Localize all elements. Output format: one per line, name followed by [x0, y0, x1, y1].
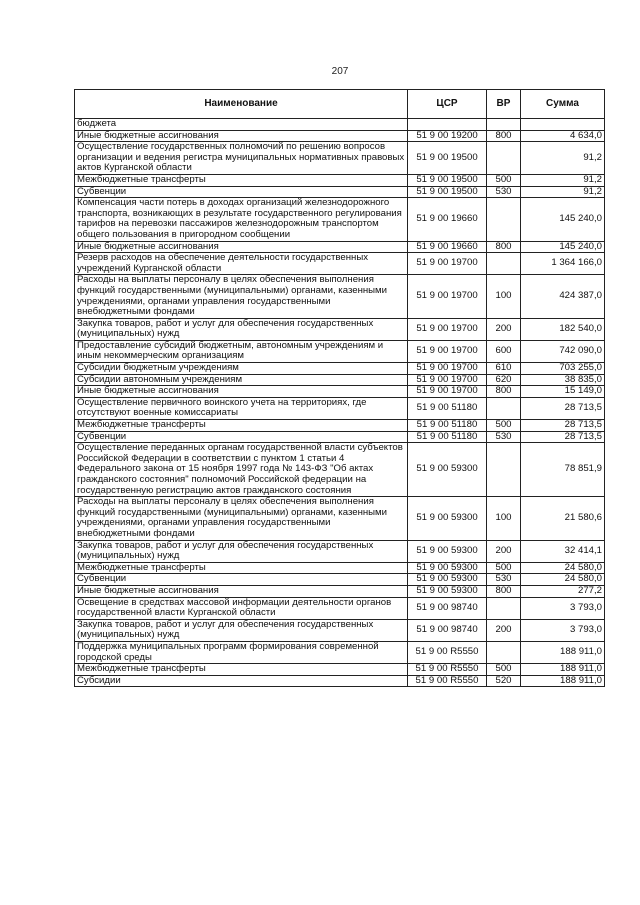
cell-vr — [487, 641, 521, 663]
cell-name: Компенсация части потерь в доходах организаций железнодорожного транспорта, возникающих в результате государственного регулирования тарифов на перевозки пассажиров железнодорожным транспортом общего пользования в пригородном сообщении — [75, 198, 408, 241]
cell-vr: 530 — [487, 431, 521, 443]
header-sum: Сумма — [521, 90, 605, 119]
cell-csr: 51 9 00 59300 — [408, 574, 487, 586]
cell-name: Межбюджетные трансферты — [75, 420, 408, 432]
table-row — [75, 340, 605, 362]
table-row — [75, 174, 605, 186]
cell-sum: 15 149,0 — [521, 386, 605, 398]
cell-sum: 1 364 166,0 — [521, 253, 605, 275]
cell-sum: 28 713,5 — [521, 397, 605, 419]
cell-csr: 51 9 00 59300 — [408, 497, 487, 540]
cell-vr: 800 — [487, 130, 521, 142]
cell-vr: 500 — [487, 174, 521, 186]
cell-vr: 500 — [487, 664, 521, 676]
table-row — [75, 619, 605, 641]
cell-sum: 4 634,0 — [521, 130, 605, 142]
cell-csr: 51 9 00 19700 — [408, 386, 487, 398]
table-row — [75, 574, 605, 586]
table-row — [75, 562, 605, 574]
cell-sum: 188 911,0 — [521, 664, 605, 676]
cell-csr: 51 9 00 19700 — [408, 374, 487, 386]
table-row — [75, 675, 605, 687]
table-row — [75, 386, 605, 398]
cell-csr: 51 9 00 R5550 — [408, 641, 487, 663]
table-row — [75, 540, 605, 562]
cell-csr: 51 9 00 19660 — [408, 198, 487, 241]
cell-vr — [487, 397, 521, 419]
table-row — [75, 443, 605, 497]
cell-name: Осуществление переданных органам государственной власти субъектов Российской Федерации в соответствии с пунктом 1 статьи 4 Федерального закона от 15 ноября 1997 года № 143-ФЗ "Об актах гражданского состояния" полномочий Российской федерации на государственную регистрацию актов гражданского состояния — [75, 443, 408, 497]
cell-vr — [487, 198, 521, 241]
table-row — [75, 664, 605, 676]
cell-name: Освещение в средствах массовой информации деятельности органов государственной власти Курганской области — [75, 597, 408, 619]
cell-sum: 32 414,1 — [521, 540, 605, 562]
table-header-row — [75, 90, 605, 119]
cell-name: Межбюджетные трансферты — [75, 174, 408, 186]
cell-sum: 145 240,0 — [521, 241, 605, 253]
cell-name: Иные бюджетные ассигнования — [75, 386, 408, 398]
cell-vr: 600 — [487, 340, 521, 362]
cell-name: Расходы на выплаты персоналу в целях обеспечения выполнения функций государственными (муниципальными) органами, казенными учреждениями, органами управления государственными внебюджетными фондами — [75, 275, 408, 318]
cell-name: Закупка товаров, работ и услуг для обеспечения государственных (муниципальных) нужд — [75, 619, 408, 641]
cell-name: Осуществление первичного воинского учета на территориях, где отсутствуют военные комиссариаты — [75, 397, 408, 419]
table-row — [75, 253, 605, 275]
header-vr: ВР — [487, 90, 521, 119]
table-row — [75, 198, 605, 241]
cell-csr: 51 9 00 51180 — [408, 420, 487, 432]
budget-table — [74, 89, 605, 687]
cell-name: Субвенции — [75, 186, 408, 198]
cell-vr: 200 — [487, 540, 521, 562]
cell-sum: 277,2 — [521, 585, 605, 597]
cell-sum: 703 255,0 — [521, 363, 605, 375]
cell-name: Субсидии — [75, 675, 408, 687]
cell-vr: 500 — [487, 562, 521, 574]
cell-name: Иные бюджетные ассигнования — [75, 130, 408, 142]
cell-name: Поддержка муниципальных программ формирования современной городской среды — [75, 641, 408, 663]
cell-vr: 100 — [487, 275, 521, 318]
cell-csr: 51 9 00 19500 — [408, 142, 487, 175]
cell-sum: 188 911,0 — [521, 675, 605, 687]
table-row — [75, 275, 605, 318]
cell-sum: 91,2 — [521, 174, 605, 186]
table-row — [75, 397, 605, 419]
cell-csr: 51 9 00 19500 — [408, 186, 487, 198]
header-name: Наименование — [75, 90, 408, 119]
cell-csr: 51 9 00 19700 — [408, 363, 487, 375]
cell-name: Резерв расходов на обеспечение деятельности государственных учреждений Курганской области — [75, 253, 408, 275]
cell-sum: 21 580,6 — [521, 497, 605, 540]
cell-sum — [521, 119, 605, 131]
cell-sum: 182 540,0 — [521, 318, 605, 340]
cell-sum: 145 240,0 — [521, 198, 605, 241]
table-row — [75, 142, 605, 175]
table-body — [75, 119, 605, 687]
cell-name: Межбюджетные трансферты — [75, 664, 408, 676]
cell-vr — [487, 597, 521, 619]
cell-vr: 610 — [487, 363, 521, 375]
cell-csr: 51 9 00 R5550 — [408, 664, 487, 676]
table-row — [75, 363, 605, 375]
cell-csr: 51 9 00 59300 — [408, 540, 487, 562]
cell-sum: 38 835,0 — [521, 374, 605, 386]
cell-sum: 24 580,0 — [521, 562, 605, 574]
cell-name: Предоставление субсидий бюджетным, автономным учреждениям и иным некоммерческим организациям — [75, 340, 408, 362]
cell-vr: 800 — [487, 585, 521, 597]
table-row — [75, 585, 605, 597]
table-row — [75, 420, 605, 432]
cell-vr — [487, 142, 521, 175]
cell-name: бюджета — [75, 119, 408, 131]
cell-sum: 3 793,0 — [521, 619, 605, 641]
cell-csr: 51 9 00 R5550 — [408, 675, 487, 687]
cell-sum: 28 713,5 — [521, 431, 605, 443]
cell-vr: 200 — [487, 619, 521, 641]
cell-sum: 24 580,0 — [521, 574, 605, 586]
cell-csr: 51 9 00 51180 — [408, 431, 487, 443]
cell-name: Осуществление государственных полномочий по решению вопросов организации и ведения регистра муниципальных нормативных правовых актов Курганской области — [75, 142, 408, 175]
table-row — [75, 318, 605, 340]
page-number: 207 — [331, 66, 349, 77]
cell-vr: 200 — [487, 318, 521, 340]
table-row — [75, 241, 605, 253]
cell-name: Субсидии бюджетным учреждениям — [75, 363, 408, 375]
table-row — [75, 641, 605, 663]
cell-csr: 51 9 00 59300 — [408, 443, 487, 497]
table-row — [75, 497, 605, 540]
cell-sum: 742 090,0 — [521, 340, 605, 362]
cell-vr: 620 — [487, 374, 521, 386]
cell-vr — [487, 443, 521, 497]
cell-vr: 100 — [487, 497, 521, 540]
cell-name: Субвенции — [75, 431, 408, 443]
table-row — [75, 130, 605, 142]
cell-csr: 51 9 00 51180 — [408, 397, 487, 419]
cell-sum: 28 713,5 — [521, 420, 605, 432]
cell-name: Иные бюджетные ассигнования — [75, 241, 408, 253]
cell-csr: 51 9 00 98740 — [408, 597, 487, 619]
cell-csr: 51 9 00 19200 — [408, 130, 487, 142]
cell-sum: 91,2 — [521, 142, 605, 175]
cell-vr — [487, 253, 521, 275]
cell-sum: 91,2 — [521, 186, 605, 198]
cell-name: Закупка товаров, работ и услуг для обеспечения государственных (муниципальных) нужд — [75, 540, 408, 562]
cell-vr: 500 — [487, 420, 521, 432]
cell-vr: 530 — [487, 186, 521, 198]
cell-sum: 78 851,9 — [521, 443, 605, 497]
cell-name: Субвенции — [75, 574, 408, 586]
table-row — [75, 186, 605, 198]
cell-vr — [487, 119, 521, 131]
cell-vr: 520 — [487, 675, 521, 687]
cell-csr: 51 9 00 98740 — [408, 619, 487, 641]
cell-csr: 51 9 00 19700 — [408, 340, 487, 362]
table-row — [75, 374, 605, 386]
table-row — [75, 597, 605, 619]
cell-csr: 51 9 00 59300 — [408, 585, 487, 597]
cell-name: Субсидии автономным учреждениям — [75, 374, 408, 386]
cell-csr: 51 9 00 59300 — [408, 562, 487, 574]
cell-csr: 51 9 00 19700 — [408, 318, 487, 340]
cell-sum: 424 387,0 — [521, 275, 605, 318]
cell-csr: 51 9 00 19500 — [408, 174, 487, 186]
cell-vr: 530 — [487, 574, 521, 586]
table-row — [75, 119, 605, 131]
cell-vr: 800 — [487, 241, 521, 253]
cell-csr: 51 9 00 19660 — [408, 241, 487, 253]
table-row — [75, 431, 605, 443]
cell-sum: 188 911,0 — [521, 641, 605, 663]
cell-name: Иные бюджетные ассигнования — [75, 585, 408, 597]
cell-csr: 51 9 00 19700 — [408, 275, 487, 318]
cell-sum: 3 793,0 — [521, 597, 605, 619]
cell-name: Межбюджетные трансферты — [75, 562, 408, 574]
header-csr: ЦСР — [408, 90, 487, 119]
cell-csr: 51 9 00 19700 — [408, 253, 487, 275]
cell-name: Расходы на выплаты персоналу в целях обеспечения выполнения функций государственными (муниципальными) органами, казенными учреждениями, органами управления государственными внебюджетными фондами — [75, 497, 408, 540]
cell-name: Закупка товаров, работ и услуг для обеспечения государственных (муниципальных) нужд — [75, 318, 408, 340]
cell-vr: 800 — [487, 386, 521, 398]
cell-csr — [408, 119, 487, 131]
